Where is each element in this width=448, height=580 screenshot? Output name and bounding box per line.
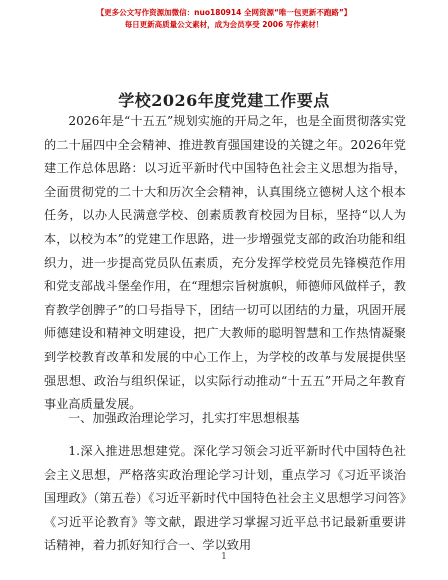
banner-line-2: 每日更新高质量公文素材，成为会员享受 2006 写作素材！	[124, 20, 324, 29]
paragraph-intro: 2026年是“十五五”规划实施的开局之年，也是全面贯彻落实党的二十届四中全会精神、推进教育强国建设的关键之年。2026年党建工作总体思路：以习近平新时代中国特色社会主义思想为指导，全面贯彻党的二十大和历次全会精神，认真围绕立德树人这个根本任务，以办人民满意学校、创素质教育校园为目标，坚持“以人为本，以校为本”的党建工作思路，进一步增强党支部的政治功能和组织力，进一步提高党员队伍素质，充分发挥学校党员先锋模范作用和党支部战斗堡垒作用，在“理想宗旨树旗帜，师德师风做样子，教育教学创脾子”的口号指导下，团结一切可以团结的力量，巩固开展师德建设和精神文明建设，把广大教师的聪明智慧和工作热情凝聚到学校教育改革和发展的中心工作上，为学校的改革与发展提供坚强思想、政治与组织保证，以实际行动推动“十五五”开局之年教育事业高质量发展。	[44, 114, 406, 412]
document-title: 学校2026年度党建工作要点	[118, 91, 330, 110]
banner-line-1: 【更多公文写作资源加微信：nuo180914 全网资源“唯一包更新不跑路”】	[96, 8, 352, 17]
page-number: 1	[221, 552, 227, 562]
promo-banner	[0, 7, 448, 31]
section-heading-1: 一、加强政治理论学习，扎实打牢思想根基	[68, 411, 300, 425]
paragraph-section-1: 1.深入推进思想建党。深化学习领会习近平新时代中国特色社会主义思想，严格落实政治理论学习计划，重点学习《习近平谈治国理政》（第五卷）《习近平新时代中国特色社会主义思想学习问答》《习近平论教育》等文献，跟进学习掌握习近平总书记最新重要讲话精神，着力抓好知行合一、学以致用	[44, 444, 406, 553]
